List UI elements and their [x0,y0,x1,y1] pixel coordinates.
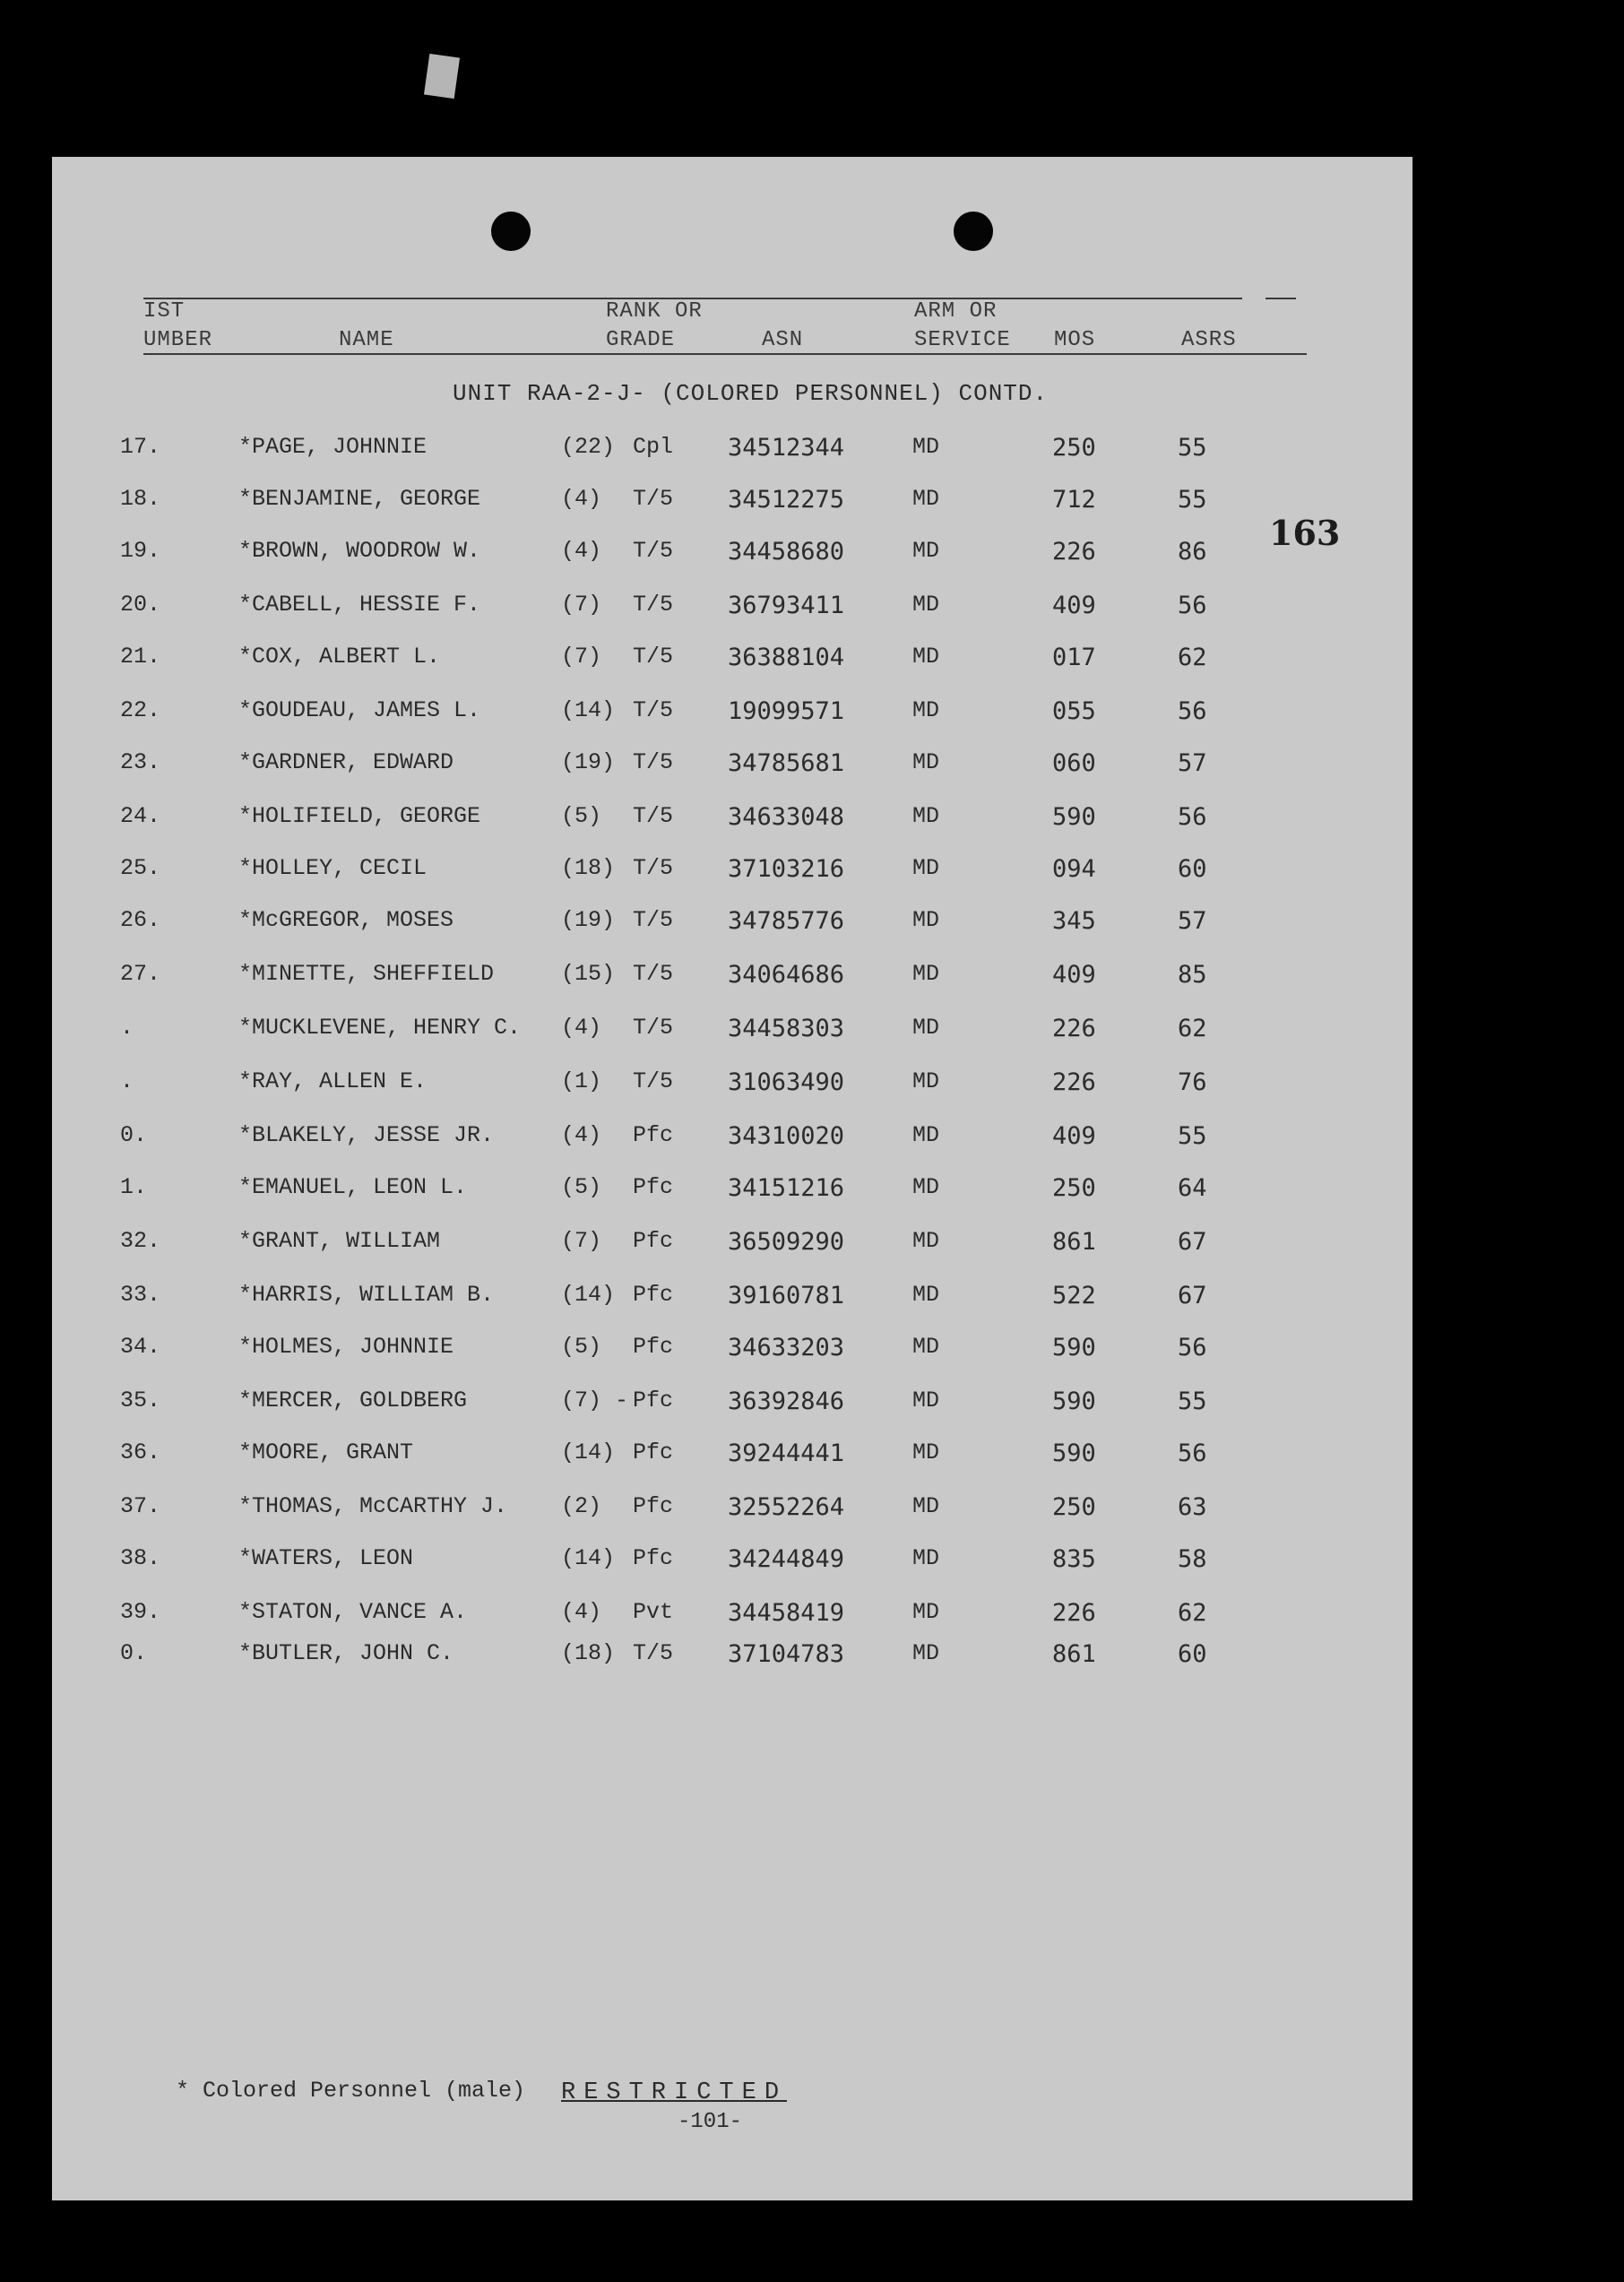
cell-mos: 861 [1052,1228,1096,1256]
table-row [0,644,1624,679]
cell-grade: Pfc [633,1334,674,1360]
cell-asrs: 55 [1178,1122,1207,1150]
cell-asn: 36392846 [728,1387,845,1415]
cell-rank-number: (19) [561,907,616,933]
cell-name: *HARRIS, WILLIAM B. [238,1282,495,1308]
cell-arm-service: MD [912,1640,940,1666]
restricted-stamp: RESTRICTED [561,2079,788,2106]
cell-arm-service: MD [912,644,940,670]
cell-name: *BUTLER, JOHN C. [238,1640,454,1666]
cell-asn: 34458303 [728,1015,845,1042]
table-row [0,1599,1624,1635]
cell-rank-number: (7) [561,1228,602,1254]
table-row [0,1439,1624,1475]
cell-name: *PAGE, JOHNNIE [238,434,428,460]
table-row [0,592,1624,627]
cell-name: *GRANT, WILLIAM [238,1228,441,1254]
cell-row-number: 25. [120,855,161,881]
cell-grade: T/5 [633,1068,674,1094]
cell-mos: 590 [1052,1387,1096,1415]
cell-row-number: 1. [120,1174,148,1200]
cell-mos: 060 [1052,749,1096,777]
cell-row-number: 22. [120,697,161,723]
table-row [0,1068,1624,1104]
footnote: * Colored Personnel (male) [176,2078,526,2104]
cell-asn: 36509290 [728,1228,845,1256]
cell-mos: 345 [1052,907,1096,935]
cell-asrs: 56 [1178,1439,1207,1467]
cell-rank-number: (7) - [561,1387,629,1413]
cell-row-number: 27. [120,961,161,987]
cell-rank-number: (5) [561,803,602,829]
cell-asn: 34458680 [728,538,845,566]
cell-arm-service: MD [912,907,940,933]
cell-row-number: . [120,1015,134,1041]
table-row [0,434,1624,470]
cell-name: *BENJAMINE, GEORGE [238,486,481,512]
cell-mos: 835 [1052,1545,1096,1573]
cell-row-number: 0. [120,1122,148,1148]
cell-arm-service: MD [912,1545,940,1571]
cell-name: *BROWN, WOODROW W. [238,538,481,564]
cell-asrs: 56 [1178,592,1207,619]
cell-arm-service: MD [912,1599,940,1625]
cell-asrs: 85 [1178,961,1207,989]
cell-mos: 590 [1052,1334,1096,1361]
cell-rank-number: (4) [561,1599,602,1625]
cell-asn: 37104783 [728,1640,845,1668]
table-row [0,1282,1624,1318]
cell-rank-number: (19) [561,749,616,775]
cell-name: *THOMAS, McCARTHY J. [238,1493,508,1519]
table-row [0,1493,1624,1529]
table-row [0,749,1624,785]
cell-asn: 34512344 [728,434,845,462]
cell-grade: Pfc [633,1122,674,1148]
cell-row-number: 19. [120,538,161,564]
cell-rank-number: (4) [561,486,602,512]
cell-grade: T/5 [633,803,674,829]
cell-asn: 34151216 [728,1174,845,1202]
cell-mos: 226 [1052,1015,1096,1042]
table-row [0,1640,1624,1676]
cell-rank-number: (4) [561,1015,602,1041]
cell-row-number: 37. [120,1493,161,1519]
punch-hole-right [954,212,993,251]
cell-name: *COX, ALBERT L. [238,644,441,670]
cell-grade: T/5 [633,907,674,933]
cell-grade: Cpl [633,434,674,460]
cell-asrs: 62 [1178,1015,1207,1042]
cell-asrs: 76 [1178,1068,1207,1096]
cell-asn: 34244849 [728,1545,845,1573]
cell-grade: Pfc [633,1387,674,1413]
table-row [0,486,1624,522]
cell-asrs: 55 [1178,434,1207,462]
cell-mos: 590 [1052,803,1096,831]
table-row [0,1545,1624,1581]
cell-asrs: 67 [1178,1282,1207,1310]
cell-name: *BLAKELY, JESSE JR. [238,1122,495,1148]
cell-mos: 055 [1052,697,1096,725]
cell-name: *MERCER, GOLDBERG [238,1387,468,1413]
cell-arm-service: MD [912,961,940,987]
header-top-rule [143,298,1242,299]
cell-asn: 37103216 [728,855,845,883]
cell-asrs: 55 [1178,1387,1207,1415]
header-asrs: ASRS [1181,328,1237,352]
cell-asn: 34785681 [728,749,845,777]
header-top-rule-short [1266,298,1296,299]
cell-arm-service: MD [912,592,940,618]
cell-arm-service: MD [912,1493,940,1519]
cell-mos: 094 [1052,855,1096,883]
cell-name: *CABELL, HESSIE F. [238,592,481,618]
cell-asn: 34633203 [728,1334,845,1361]
cell-arm-service: MD [912,1387,940,1413]
cell-asrs: 67 [1178,1228,1207,1256]
cell-mos: 250 [1052,434,1096,462]
cell-asn: 36388104 [728,644,845,671]
cell-row-number: 35. [120,1387,161,1413]
header-rank-1: RANK OR [606,299,703,324]
cell-grade: T/5 [633,644,674,670]
header-asn: ASN [762,328,804,352]
paper-scrap [424,54,460,99]
cell-asrs: 60 [1178,1640,1207,1668]
cell-mos: 250 [1052,1174,1096,1202]
cell-mos: 017 [1052,644,1096,671]
cell-rank-number: (14) [561,697,616,723]
cell-name: *MINETTE, SHEFFIELD [238,961,495,987]
cell-arm-service: MD [912,697,940,723]
cell-asrs: 60 [1178,855,1207,883]
cell-asrs: 62 [1178,1599,1207,1627]
cell-mos: 226 [1052,1068,1096,1096]
cell-rank-number: (4) [561,538,602,564]
cell-mos: 861 [1052,1640,1096,1668]
cell-row-number: 20. [120,592,161,618]
cell-name: *EMANUEL, LEON L. [238,1174,468,1200]
cell-row-number: 38. [120,1545,161,1571]
cell-asn: 34633048 [728,803,845,831]
cell-arm-service: MD [912,1122,940,1148]
cell-asrs: 86 [1178,538,1207,566]
cell-asrs: 63 [1178,1493,1207,1521]
cell-arm-service: MD [912,1015,940,1041]
cell-rank-number: (2) [561,1493,602,1519]
cell-name: *GARDNER, EDWARD [238,749,454,775]
header-mos: MOS [1054,328,1096,352]
cell-grade: Pfc [633,1545,674,1571]
cell-asrs: 57 [1178,907,1207,935]
cell-grade: T/5 [633,592,674,618]
cell-mos: 712 [1052,486,1096,514]
cell-name: *MUCKLEVENE, HENRY C. [238,1015,522,1041]
cell-asrs: 57 [1178,749,1207,777]
table-row [0,907,1624,943]
cell-asrs: 56 [1178,697,1207,725]
cell-name: *GOUDEAU, JAMES L. [238,697,481,723]
cell-name: *MOORE, GRANT [238,1439,414,1465]
cell-rank-number: (7) [561,644,602,670]
table-row [0,803,1624,839]
cell-row-number: . [120,1068,134,1094]
header-arm-1: ARM OR [914,299,998,324]
cell-mos: 250 [1052,1493,1096,1521]
cell-asrs: 62 [1178,644,1207,671]
cell-grade: T/5 [633,1640,674,1666]
cell-arm-service: MD [912,1174,940,1200]
cell-arm-service: MD [912,749,940,775]
cell-asrs: 56 [1178,1334,1207,1361]
cell-row-number: 18. [120,486,161,512]
cell-row-number: 34. [120,1334,161,1360]
cell-row-number: 24. [120,803,161,829]
cell-rank-number: (5) [561,1334,602,1360]
header-bottom-rule [143,353,1307,355]
cell-mos: 409 [1052,1122,1096,1150]
cell-name: *HOLIFIELD, GEORGE [238,803,481,829]
cell-row-number: 32. [120,1228,161,1254]
cell-arm-service: MD [912,1439,940,1465]
page-number: -101- [678,2110,743,2134]
cell-grade: T/5 [633,538,674,564]
cell-grade: Pfc [633,1174,674,1200]
cell-asrs: 64 [1178,1174,1207,1202]
table-row [0,961,1624,997]
cell-rank-number: (18) [561,855,616,881]
cell-arm-service: MD [912,1282,940,1308]
cell-asn: 34512275 [728,486,845,514]
cell-arm-service: MD [912,803,940,829]
cell-grade: Pfc [633,1282,674,1308]
cell-row-number: 21. [120,644,161,670]
cell-grade: T/5 [633,855,674,881]
cell-arm-service: MD [912,486,940,512]
cell-rank-number: (14) [561,1439,616,1465]
cell-rank-number: (5) [561,1174,602,1200]
header-arm-2: SERVICE [914,328,1011,352]
cell-asrs: 55 [1178,486,1207,514]
cell-name: *HOLLEY, CECIL [238,855,428,881]
cell-grade: T/5 [633,697,674,723]
cell-rank-number: (14) [561,1545,616,1571]
table-row [0,1334,1624,1370]
header-name: NAME [339,328,394,352]
cell-asn: 34458419 [728,1599,845,1627]
cell-grade: T/5 [633,486,674,512]
header-list-number-1: IST [143,299,186,324]
page-stamp: 163 [1269,513,1341,553]
cell-asn: 32552264 [728,1493,845,1521]
cell-asn: 34785776 [728,907,845,935]
cell-arm-service: MD [912,1228,940,1254]
cell-name: *HOLMES, JOHNNIE [238,1334,454,1360]
cell-arm-service: MD [912,855,940,881]
cell-grade: Pfc [633,1228,674,1254]
cell-mos: 226 [1052,1599,1096,1627]
cell-rank-number: (14) [561,1282,616,1308]
cell-mos: 409 [1052,961,1096,989]
cell-name: *WATERS, LEON [238,1545,414,1571]
cell-grade: Pfc [633,1439,674,1465]
cell-name: *RAY, ALLEN E. [238,1068,428,1094]
table-row [0,1228,1624,1264]
cell-arm-service: MD [912,434,940,460]
cell-rank-number: (1) [561,1068,602,1094]
cell-asn: 34310020 [728,1122,845,1150]
unit-title: UNIT RAA-2-J- (COLORED PERSONNEL) CONTD. [453,380,1049,407]
cell-grade: T/5 [633,749,674,775]
cell-rank-number: (22) [561,434,616,460]
header-list-number-2: UMBER [143,328,213,352]
cell-arm-service: MD [912,538,940,564]
cell-asn: 34064686 [728,961,845,989]
cell-row-number: 17. [120,434,161,460]
cell-asrs: 56 [1178,803,1207,831]
cell-row-number: 39. [120,1599,161,1625]
cell-asn: 39244441 [728,1439,845,1467]
punch-hole-left [491,212,531,251]
cell-mos: 522 [1052,1282,1096,1310]
cell-asn: 31063490 [728,1068,845,1096]
table-row [0,697,1624,733]
cell-grade: T/5 [633,961,674,987]
cell-asn: 19099571 [728,697,845,725]
cell-row-number: 23. [120,749,161,775]
cell-asn: 36793411 [728,592,845,619]
cell-mos: 590 [1052,1439,1096,1467]
cell-rank-number: (4) [561,1122,602,1148]
cell-grade: Pfc [633,1493,674,1519]
table-row [0,1122,1624,1158]
cell-arm-service: MD [912,1334,940,1360]
cell-name: *McGREGOR, MOSES [238,907,454,933]
table-row [0,1387,1624,1423]
cell-rank-number: (18) [561,1640,616,1666]
cell-row-number: 33. [120,1282,161,1308]
cell-row-number: 26. [120,907,161,933]
cell-asrs: 58 [1178,1545,1207,1573]
table-row [0,1015,1624,1050]
cell-grade: T/5 [633,1015,674,1041]
cell-mos: 409 [1052,592,1096,619]
cell-name: *STATON, VANCE A. [238,1599,468,1625]
cell-row-number: 36. [120,1439,161,1465]
cell-row-number: 0. [120,1640,148,1666]
cell-asn: 39160781 [728,1282,845,1310]
table-row [0,538,1624,574]
header-rank-2: GRADE [606,328,676,352]
cell-rank-number: (7) [561,592,602,618]
table-row [0,1174,1624,1210]
table-row [0,855,1624,891]
cell-arm-service: MD [912,1068,940,1094]
cell-rank-number: (15) [561,961,616,987]
cell-mos: 226 [1052,538,1096,566]
cell-grade: Pvt [633,1599,674,1625]
